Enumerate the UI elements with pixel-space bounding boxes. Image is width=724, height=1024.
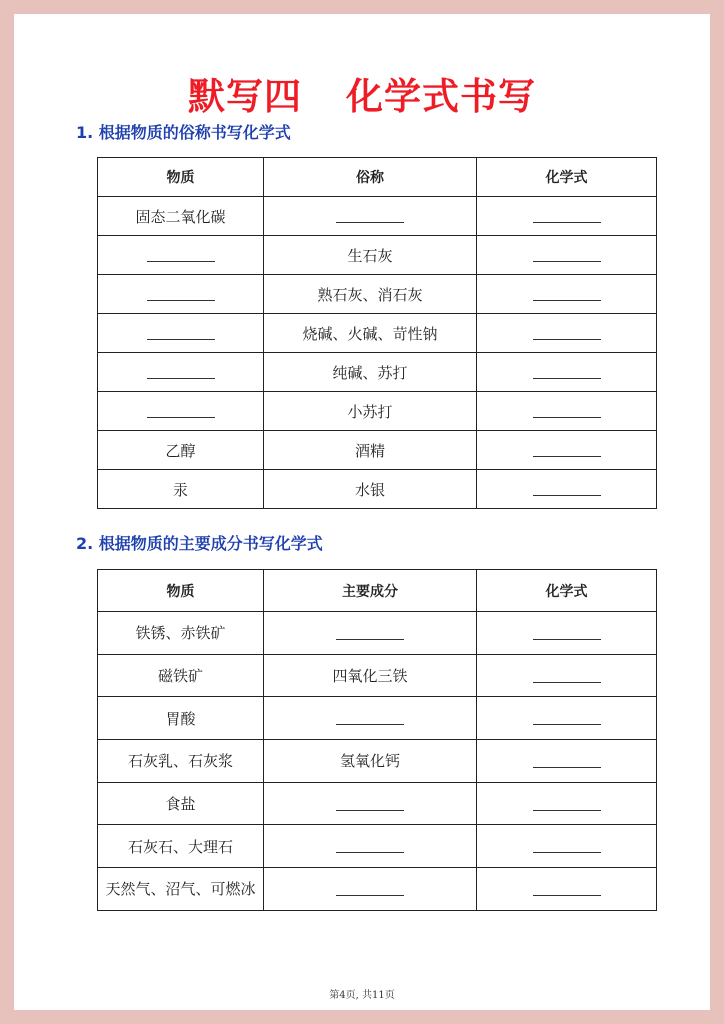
table-cell: 酒精	[264, 431, 477, 470]
answer-cell	[477, 612, 657, 655]
answer-blank-line[interactable]	[533, 638, 601, 640]
table-row	[98, 740, 657, 783]
page-footer: 第4页, 共11页	[329, 990, 395, 1001]
table-cell: 汞	[98, 470, 264, 509]
table-row	[98, 236, 657, 275]
column-header: 物质	[98, 570, 264, 612]
answer-blank-line[interactable]	[533, 260, 601, 262]
answer-cell	[98, 275, 264, 314]
table-cell: 小苏打	[264, 392, 477, 431]
answer-blank-line[interactable]	[336, 221, 404, 223]
answer-blank-line[interactable]	[533, 809, 601, 811]
table-row	[98, 825, 657, 868]
answer-blank-line[interactable]	[533, 455, 601, 457]
answer-blank-line[interactable]	[533, 221, 601, 223]
answer-blank-line[interactable]	[336, 894, 404, 896]
answer-blank-line[interactable]	[147, 377, 215, 379]
answer-cell	[477, 197, 657, 236]
table-row	[98, 654, 657, 697]
common-name-table	[97, 157, 657, 509]
table-cell: 天然气、沼气、可燃冰	[98, 868, 264, 911]
table-row	[98, 431, 657, 470]
answer-blank-line[interactable]	[533, 851, 601, 853]
answer-cell	[264, 782, 477, 825]
column-header: 化学式	[477, 570, 657, 612]
table-row	[98, 612, 657, 655]
section-1-heading: 1. 根据物质的俗称书写化学式	[76, 123, 291, 142]
answer-cell	[477, 868, 657, 911]
column-header: 物质	[98, 158, 264, 197]
table-row	[98, 697, 657, 740]
answer-cell	[264, 868, 477, 911]
column-header: 化学式	[477, 158, 657, 197]
answer-cell	[477, 314, 657, 353]
table-cell: 固态二氧化碳	[98, 197, 264, 236]
answer-cell	[264, 197, 477, 236]
answer-cell	[477, 470, 657, 509]
answer-cell	[98, 353, 264, 392]
table-row	[98, 392, 657, 431]
table-cell: 石灰石、大理石	[98, 825, 264, 868]
answer-cell	[477, 825, 657, 868]
answer-blank-line[interactable]	[533, 681, 601, 683]
table-row	[98, 275, 657, 314]
answer-blank-line[interactable]	[533, 723, 601, 725]
answer-cell	[98, 314, 264, 353]
answer-cell	[477, 782, 657, 825]
answer-cell	[477, 353, 657, 392]
table-row	[98, 314, 657, 353]
main-component-table	[97, 569, 657, 911]
table-cell: 四氧化三铁	[264, 654, 477, 697]
answer-blank-line[interactable]	[336, 723, 404, 725]
table-cell: 氢氧化钙	[264, 740, 477, 783]
table-cell: 食盐	[98, 782, 264, 825]
table-row	[98, 197, 657, 236]
answer-blank-line[interactable]	[336, 638, 404, 640]
answer-blank-line[interactable]	[533, 766, 601, 768]
answer-blank-line[interactable]	[147, 338, 215, 340]
answer-blank-line[interactable]	[533, 299, 601, 301]
answer-blank-line[interactable]	[533, 338, 601, 340]
answer-cell	[477, 431, 657, 470]
answer-blank-line[interactable]	[533, 894, 601, 896]
answer-blank-line[interactable]	[147, 416, 215, 418]
table-cell: 胃酸	[98, 697, 264, 740]
table-row	[98, 353, 657, 392]
answer-cell	[477, 654, 657, 697]
answer-blank-line[interactable]	[533, 494, 601, 496]
answer-cell	[264, 612, 477, 655]
answer-cell	[98, 236, 264, 275]
worksheet-page	[14, 14, 710, 1010]
answer-blank-line[interactable]	[147, 260, 215, 262]
table-cell: 水银	[264, 470, 477, 509]
answer-cell	[264, 697, 477, 740]
table-row	[98, 782, 657, 825]
table-cell: 熟石灰、消石灰	[264, 275, 477, 314]
answer-cell	[98, 392, 264, 431]
table-cell: 石灰乳、石灰浆	[98, 740, 264, 783]
column-header: 主要成分	[264, 570, 477, 612]
table-cell: 纯碱、苏打	[264, 353, 477, 392]
answer-blank-line[interactable]	[533, 377, 601, 379]
table-row	[98, 868, 657, 911]
answer-cell	[477, 740, 657, 783]
answer-cell	[477, 236, 657, 275]
table-row	[98, 470, 657, 509]
answer-blank-line[interactable]	[336, 851, 404, 853]
column-header: 俗称	[264, 158, 477, 197]
answer-blank-line[interactable]	[147, 299, 215, 301]
answer-cell	[477, 697, 657, 740]
answer-blank-line[interactable]	[533, 416, 601, 418]
table-cell: 铁锈、赤铁矿	[98, 612, 264, 655]
table-cell: 磁铁矿	[98, 654, 264, 697]
table-cell: 生石灰	[264, 236, 477, 275]
answer-blank-line[interactable]	[336, 809, 404, 811]
table-cell: 乙醇	[98, 431, 264, 470]
title-part-1: 默写四	[188, 75, 302, 118]
page-title	[14, 66, 710, 120]
section-2-heading: 2. 根据物质的主要成分书写化学式	[76, 534, 323, 553]
table-cell: 烧碱、火碱、苛性钠	[264, 314, 477, 353]
title-part-2: 化学式书写	[346, 75, 536, 118]
answer-cell	[264, 825, 477, 868]
answer-cell	[477, 392, 657, 431]
answer-cell	[477, 275, 657, 314]
